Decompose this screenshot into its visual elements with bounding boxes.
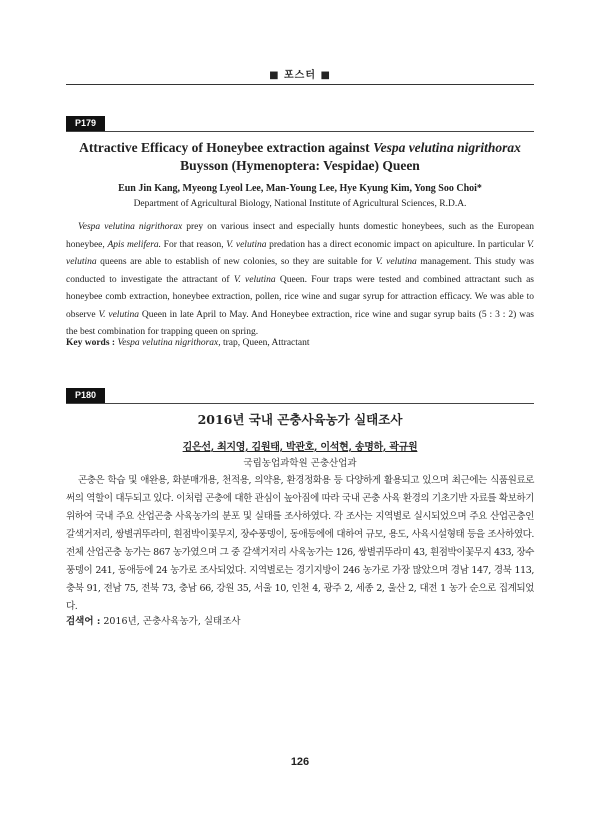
- species-name: Apis melifera.: [107, 239, 162, 250]
- page-number: 126: [290, 756, 310, 768]
- abstract-text: management. This study was conducted to investigate the attractant of: [66, 257, 534, 285]
- abstract-title-p180: 2016년 국내 곤충사육농가 실태조사: [197, 412, 403, 427]
- abstract-divider-p180: [66, 403, 534, 404]
- abstract-text: queens are able to establish of new colonies, so they are suitable for: [96, 257, 376, 267]
- abstract-title-p179: [66, 139, 534, 175]
- keywords-species: Vespa velutina nigrithorax,: [115, 338, 221, 348]
- keywords-label: Key words :: [66, 338, 116, 348]
- keywords-text: trap, Queen, Attractant: [220, 338, 310, 348]
- species-name: V. velutina: [98, 309, 139, 320]
- abstract-body-p180: 곤충은 학습 및 애완용, 화분매개용, 천적용, 의약용, 환경정화용 등 다양하게 활용되고 있으며 최근에는 식품원료로써의 역할이 대두되고 있다. 이처럼 곤충에 대한 관심이 높아짐에 따라 국내 곤충 사육 환경의 기초기반 자료를 확보하기 위하여 국내 주요 산업곤충 사육농가의 분포 및 실태를 조사하였다. 각 조사는 지역별로 실시되었으며 주요 산업곤충인 갈색거저리, 쌍별귀뚜라미, 흰점박이꽃무지, 장수풍뎅이, 동애등에에 대하여 규모, 용도, 사육시설형태 등을 조사하였다. 전체 산업곤충 농가는 867 농가였으며 그 중 갈색거저리 사육농가는 126, 쌍별귀뚜라미 43, 흰점박이꽃무지 433, 장수풍뎅이 241, 동애등에 24 농가로 조사되었다. 지역별로는 경기지방이 246 농가로 가장 많았으며 경남 147, 경북 113, 충북 91, 전남 75, 전북 73, 충남 66, 강원 35, 서울 10, 인천 4, 광주 2, 세종 2, 울산 2, 대전 1 농가 순으로 집계되었다.: [66, 475, 534, 612]
- abstract-text: predation has a direct economic impact on apiculture. In particular: [266, 239, 528, 250]
- species-name: V. velutina: [375, 257, 417, 267]
- keywords-label: 검색어 :: [66, 616, 101, 627]
- author-list-p180: 김은선, 최지영, 김원태, 박관호, 이석현, 송명하, 곽규원: [182, 442, 418, 453]
- species-name: V. velutina: [233, 274, 276, 285]
- species-name: V. velutina: [226, 239, 267, 250]
- abstract-text: Queen. Four traps were tested and combined attractant such as honeybee comb extraction, honeybee extraction, pollen, rice wine and sugar syrup for attraction efficacy. We was able to observe: [66, 274, 534, 320]
- abstract-text: prey on various insect and especially hunts domestic honeybees, such as the European honeybee,: [66, 222, 534, 250]
- title-part: Attractive Efficacy of Honeybee extraction against: [79, 140, 374, 155]
- abstract-tag-p179: P179: [66, 116, 105, 131]
- title-part: Buysson (Hymenoptera: Vespidae) Queen: [180, 158, 420, 173]
- abstract-divider-p179: [66, 131, 534, 132]
- abstract-body-p179: [66, 219, 534, 342]
- keywords-text: 2016년, 곤충사육농가, 실태조사: [100, 616, 241, 627]
- affiliation-p180: 국립농업과학원 곤충산업과: [243, 458, 357, 469]
- keywords-p180: [66, 613, 534, 627]
- species-name: V. velutina: [66, 239, 534, 267]
- abstract-text: Queen in late April to May. And Honeybee extraction, rice wine and sugar syrup baits (5 : 3 : 2) was the best combination for trapping queen on spring.: [66, 309, 534, 337]
- header-divider: [66, 84, 534, 85]
- affiliation-p179: Department of Agricultural Biology, National Institute of Agricultural Sciences, R.D.A.: [133, 199, 467, 209]
- section-header: ■ 포스터 ■: [269, 70, 331, 81]
- species-name: Vespa velutina nigrithorax: [78, 222, 183, 232]
- abstract-text: For that reason,: [161, 239, 227, 250]
- keywords-p179: [66, 338, 534, 348]
- abstract-tag-p180: P180: [66, 388, 105, 403]
- species-name: Vespa velutina nigrithorax: [373, 140, 521, 155]
- author-list-p179: Eun Jin Kang, Myeong Lyeol Lee, Man-Young Lee, Hye Kyung Kim, Yong Soo Choi*: [118, 183, 482, 194]
